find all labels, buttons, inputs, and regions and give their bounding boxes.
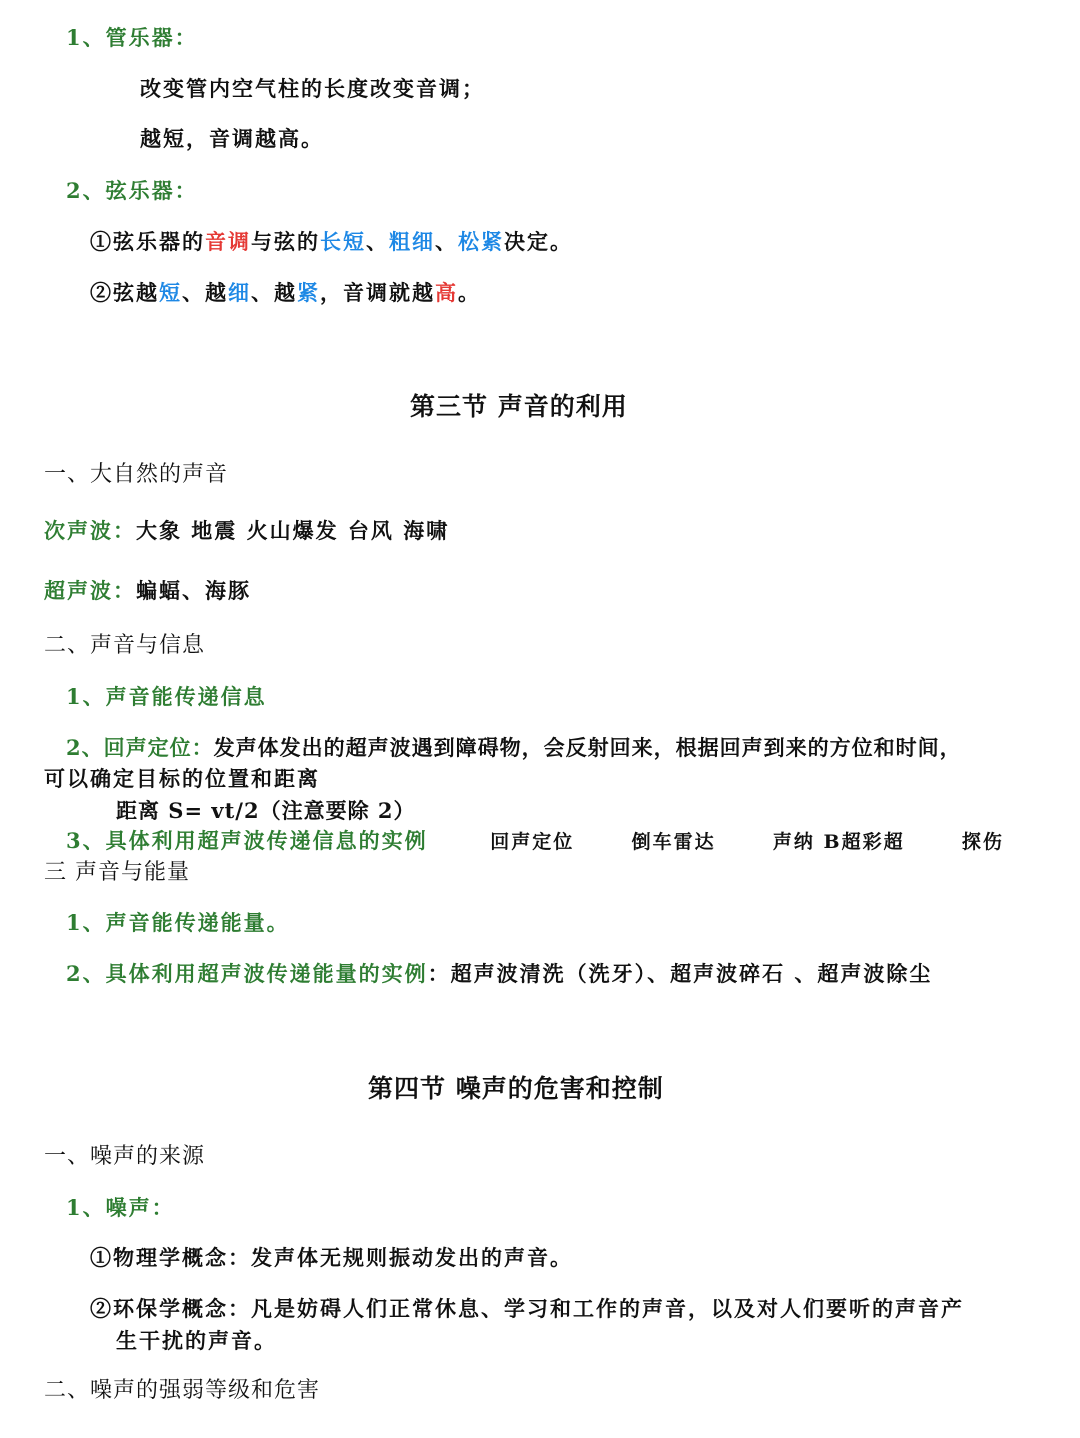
string-line-2	[90, 279, 481, 307]
string-line-1	[90, 228, 573, 256]
text-segment: 与弦的	[251, 229, 320, 254]
info-example: 声纳 B超彩超	[772, 831, 905, 853]
string-instrument-title: 2、弦乐器：	[66, 178, 198, 203]
highlight-blue: 紧	[297, 280, 320, 305]
info-item-1: 1、声音能传递信息	[66, 684, 267, 709]
wind-instrument-title: 1、管乐器：	[66, 25, 198, 50]
info-item-2	[66, 734, 962, 762]
text-segment: 、越	[251, 280, 297, 305]
heading-sound-energy: 三 声音与能量	[44, 860, 190, 885]
ultrasound-examples: 蝙蝠、海豚	[136, 578, 251, 603]
wind-line-2: 越短，音调越高。	[140, 126, 324, 151]
highlight-blue: 粗细	[389, 229, 435, 254]
info-examples-label: 3、具体利用超声波传递信息的实例	[66, 828, 428, 853]
text-segment: ②弦越	[90, 280, 159, 305]
environmental-concept: ②环保学概念：凡是妨碍人们正常休息、学习和工作的声音，以及对人们要听的声音产	[90, 1296, 964, 1321]
heading-noise-source: 一、噪声的来源	[44, 1144, 206, 1169]
energy-examples-label: 2、具体利用超声波传递能量的实例	[66, 961, 428, 986]
noise-item-1: 1、噪声：	[66, 1195, 175, 1220]
highlight-blue: 细	[228, 280, 251, 305]
info-item-2-cont: 可以确定目标的位置和距离	[44, 766, 320, 791]
wind-line-1: 改变管内空气柱的长度改变音调；	[140, 76, 485, 101]
infrasound-examples: 大象 地震 火山爆发 台风 海啸	[136, 518, 450, 543]
highlight-blue: 松紧	[458, 229, 504, 254]
text-segment: 、	[366, 229, 389, 254]
text-segment: 决定。	[504, 229, 573, 254]
distance-formula: 距离 S= vt/2（注意要除 2）	[116, 798, 416, 823]
info-example: 倒车雷达	[631, 831, 716, 853]
highlight-blue: 短	[159, 280, 182, 305]
energy-item-1: 1、声音能传递能量。	[66, 910, 290, 935]
environmental-concept-cont: 生干扰的声音。	[116, 1328, 277, 1353]
energy-examples: ：超声波清洗（洗牙）、超声波碎石 、超声波除尘	[427, 961, 933, 986]
info-example: 探伤	[961, 831, 1004, 853]
info-item-3	[66, 827, 1004, 856]
text-segment: ，音调就越	[320, 280, 435, 305]
info-example: 回声定位	[490, 831, 575, 853]
text-segment: 、	[435, 229, 458, 254]
text-segment: 。	[458, 280, 481, 305]
section-3-title: 第三节 声音的利用	[410, 392, 628, 421]
highlight-red: 音调	[205, 229, 251, 254]
physics-concept: ①物理学概念：发声体无规则振动发出的声音。	[90, 1245, 573, 1270]
text-segment: 、越	[182, 280, 228, 305]
highlight-red: 高	[435, 280, 458, 305]
energy-item-2	[66, 960, 932, 988]
heading-noise-levels: 二、噪声的强弱等级和危害	[44, 1378, 321, 1403]
ultrasound-label: 超声波：	[44, 578, 136, 603]
heading-sound-info: 二、声音与信息	[44, 633, 206, 658]
heading-nature-sounds: 一、大自然的声音	[44, 462, 229, 487]
text-segment: ①弦乐器的	[90, 229, 205, 254]
highlight-blue: 长短	[320, 229, 366, 254]
section-4-title: 第四节 噪声的危害和控制	[368, 1074, 664, 1103]
infrasound-label: 次声波：	[44, 518, 136, 543]
echo-text: 发声体发出的超声波遇到障碍物，会反射回来，根据回声到来的方位和时间，	[213, 735, 962, 760]
ultrasound-line	[44, 577, 251, 605]
echo-label: 2、回声定位：	[66, 735, 214, 760]
infrasound-line	[44, 517, 449, 545]
